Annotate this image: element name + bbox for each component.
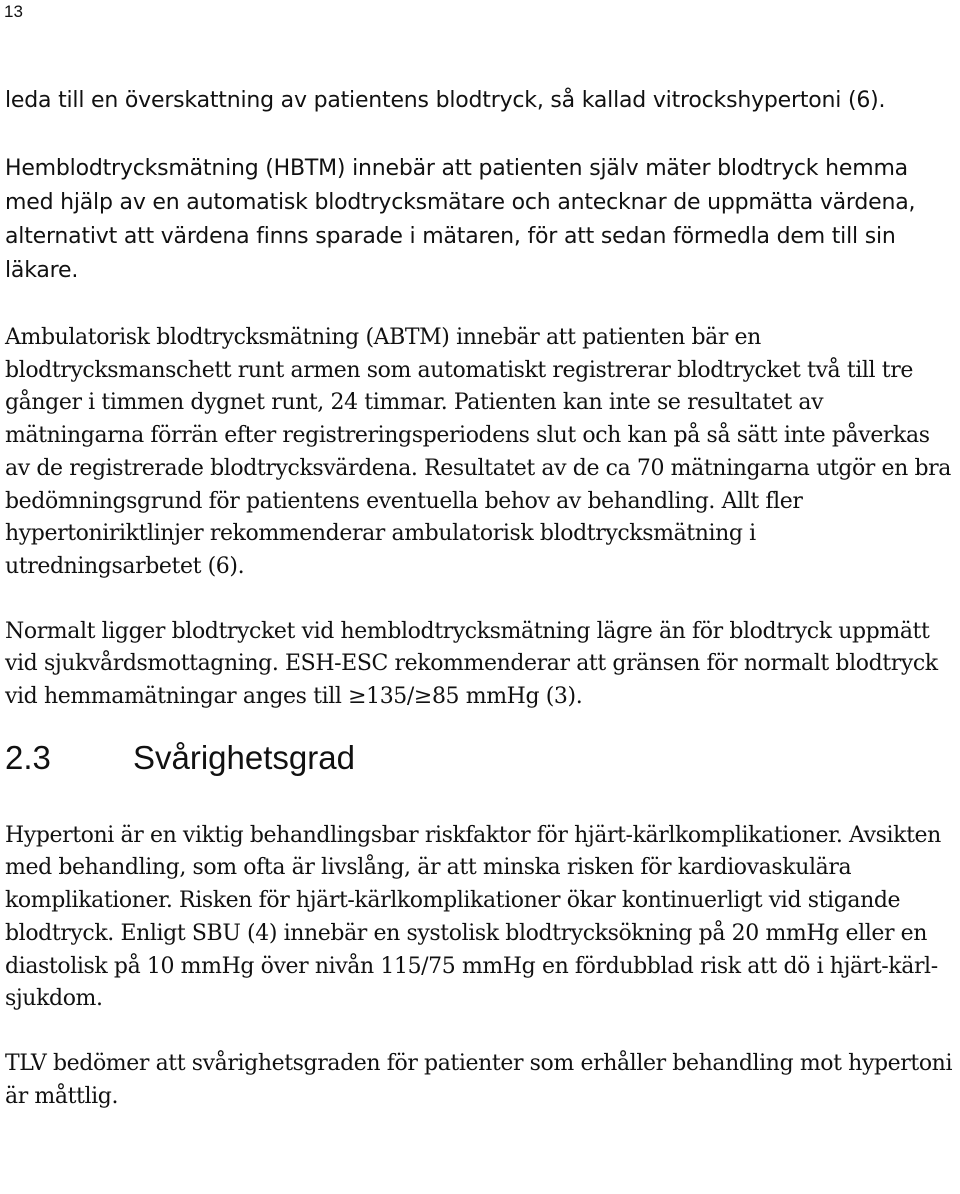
section-heading <box>5 738 957 778</box>
paragraph-tlv: TLV bedömer att svårighetsgraden för patienter som erhåller behandling mot hypertoni är måttlig. <box>5 1050 953 1109</box>
paragraph-hypertoni-risk: Hypertoni är en viktig behandlingsbar riskfaktor för hjärt-kärlkomplikationer. Avsikten med behandling, som ofta är livslång, är att minska risken för kardiovaskulära komplikationer. Risken för hjärt-kärlkomplikationer ökar kontinuerligt vid stigande blodtryck. Enligt SBU (4) innebär en systolisk blodtrycksökning på 20 mmHg eller en diastolisk på 10 mmHg över nivån 115/75 mmHg en fördubblad risk att dö i hjärt-kärl-sjukdom. <box>5 822 941 1012</box>
section-title: Svårighetsgrad <box>133 738 355 776</box>
paragraph-normalt-blodtryck: Normalt ligger blodtrycket vid hemblodtrycksmätning lägre än för blodtryck uppmätt vid sjukvårdsmottagning. ESH-ESC rekommenderar att gränsen för normalt blodtryck vid hemmamätningar anges till ≥135/≥85 mmHg (3). <box>5 618 938 710</box>
section-number: 2.3 <box>5 738 51 776</box>
paragraph-vitrockshypertoni: leda till en överskattning av patientens blodtryck, så kallad vitrockshypertoni (6). <box>5 88 886 113</box>
paragraph-hbtm: Hemblodtrycksmätning (HBTM) innebär att patienten själv mäter blodtryck hemma med hjälp av en automatisk blodtrycksmätare och antecknar de uppmätta värdena, alternativt att värdena finns sparade i mätaren, för att sedan förmedla dem till sin läkare. <box>5 156 916 283</box>
document-body <box>5 84 957 1113</box>
page-number: 13 <box>4 2 23 21</box>
paragraph-abtm: Ambulatorisk blodtrycksmätning (ABTM) innebär att patienten bär en blodtrycksmanschett runt armen som automatiskt registrerar blodtrycket två till tre gånger i timmen dygnet runt, 24 timmar. Patienten kan inte se resultatet av mätningarna förrän efter registreringsperiodens slut och kan på så sätt inte påverkas av de registrerade blodtrycksvärdena. Resultatet av de ca 70 mätningarna utgör en bra bedömningsgrund för patientens eventuella behov av behandling. Allt fler hypertoniriktlinjer rekommenderar ambulatorisk blodtrycksmätning i utredningsarbetet (6). <box>5 325 952 579</box>
